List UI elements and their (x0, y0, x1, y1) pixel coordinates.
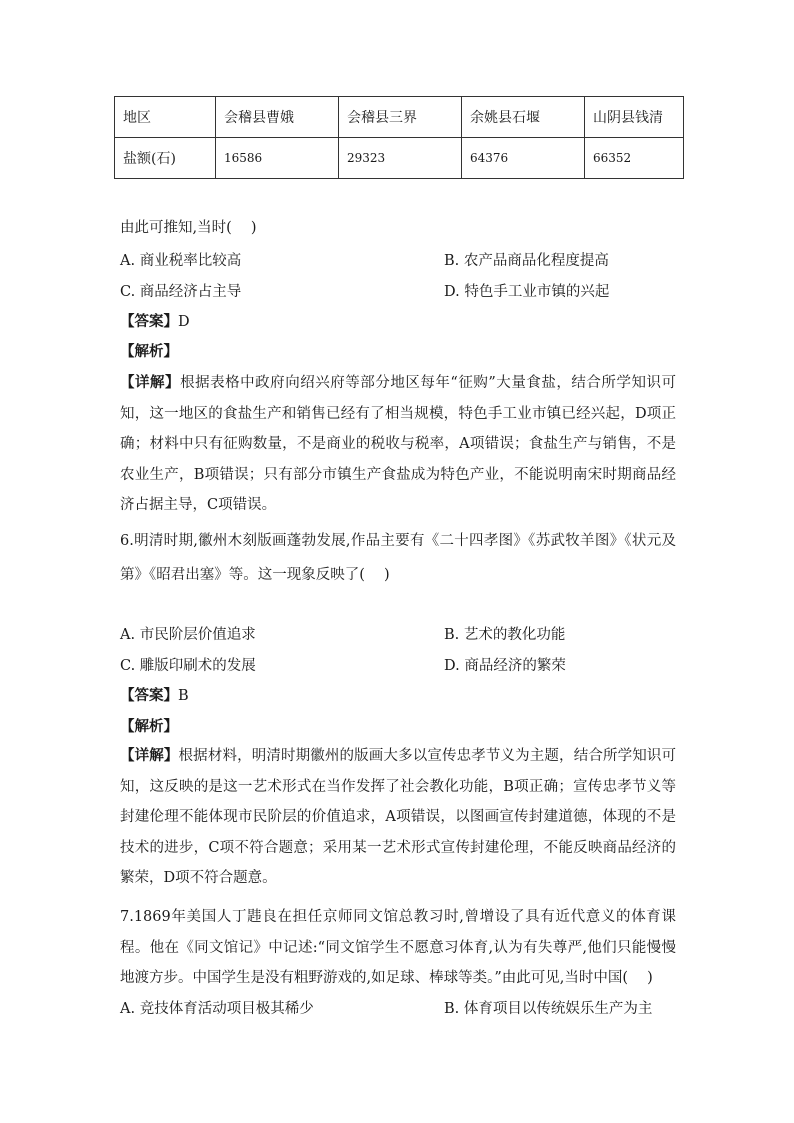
q5-answer (120, 312, 190, 332)
detail-text: 根据表格中政府向绍兴府等部分地区每年“征购”大量食盐，结合所学知识可知，这一地区的食盐生产和销售已经有了相当规模，特色手工业市镇已经兴起，D项正确；材料中只有征购数量，不是商业的税收与税率，A项错误；食盐生产与销售，不是农业生产，B项错误；只有部分市镇生产食盐成为特色产业，不能说明南宋时期商品经济占据主导，C项错误。 (120, 375, 677, 513)
table-cell: 16586 (216, 138, 339, 179)
answer-value: D (178, 314, 190, 330)
detail-text: 根据材料，明清时期徽州的版画大多以宣传忠孝节义为主题，结合所学知识可知，这反映的是这一艺术形式在当作发挥了社会教化功能，B项正确；宣传忠孝节义等封建伦理不能体现市民阶层的价值追求，A项错误，以图画宣传封建道德，体现的不是技术的进步，C项不符合题意；采用某一艺术形式宣传封建伦理，不能反映商品经济的繁荣，D项不符合题意。 (120, 748, 677, 886)
q5-option-a: A. 商业税率比较高 (120, 253, 242, 269)
q5-analysis-label: 【解析】 (120, 343, 178, 360)
table-cell: 66352 (585, 138, 684, 179)
q5-option-c: C. 商品经济占主导 (120, 284, 242, 300)
q6-option-a: A. 市民阶层价值追求 (120, 627, 256, 643)
answer-label: 【答案】 (120, 687, 178, 704)
q6-analysis-label: 【解析】 (120, 718, 178, 735)
answer-value: B (178, 688, 189, 704)
q6-option-b: B. 艺术的教化功能 (444, 627, 566, 643)
q7-stem: 7.1869年美国人丁韪良在担任京师同文馆总教习时,曾增设了具有近代意义的体育课程。他在《同文馆记》中记述:“同文馆学生不愿意习体育,认为有失尊严,他们只能慢慢地渡方步。中国学生是没有粗野游戏的,如足球、棒球等类。”由此可见,当时中国( ) (120, 909, 676, 986)
salt-quota-table (114, 96, 684, 179)
answer-label: 【答案】 (120, 313, 178, 330)
q6-option-d: D. 商品经济的繁荣 (444, 658, 566, 674)
table-header-row (115, 97, 684, 138)
table-cell: 会稽县曹娥 (216, 97, 339, 138)
table-cell: 地区 (115, 97, 216, 138)
q5-stem: 由此可推知,当时( ) (120, 220, 257, 236)
table-cell: 64376 (462, 138, 585, 179)
q7-option-b: B. 体育项目以传统娱乐生产为主 (444, 1001, 653, 1017)
q6-option-c: C. 雕版印刷术的发展 (120, 658, 256, 674)
q6-stem: 6.明清时期,徽州木刻版画蓬勃发展,作品主要有《二十四孝图》《苏武牧羊图》《状元及第》《昭君出塞》等。这一现象反映了( ) (120, 533, 676, 583)
q5-option-b: B. 农产品商品化程度提高 (444, 253, 609, 269)
table-cell: 会稽县三界 (339, 97, 462, 138)
table-cell: 余姚县石堰 (462, 97, 585, 138)
q5-option-d: D. 特色手工业市镇的兴起 (444, 284, 610, 300)
table-cell: 盐额(石) (115, 138, 216, 179)
table-row (115, 138, 684, 179)
q6-answer (120, 686, 189, 706)
q7-option-a: A. 竞技体育活动项目极其稀少 (120, 1001, 314, 1017)
detail-label: 【详解】 (120, 374, 181, 391)
q6-detail (120, 741, 676, 894)
table-cell: 29323 (339, 138, 462, 179)
table-cell: 山阴县钱清 (585, 97, 684, 138)
q5-detail (120, 368, 676, 521)
detail-label: 【详解】 (120, 747, 179, 764)
